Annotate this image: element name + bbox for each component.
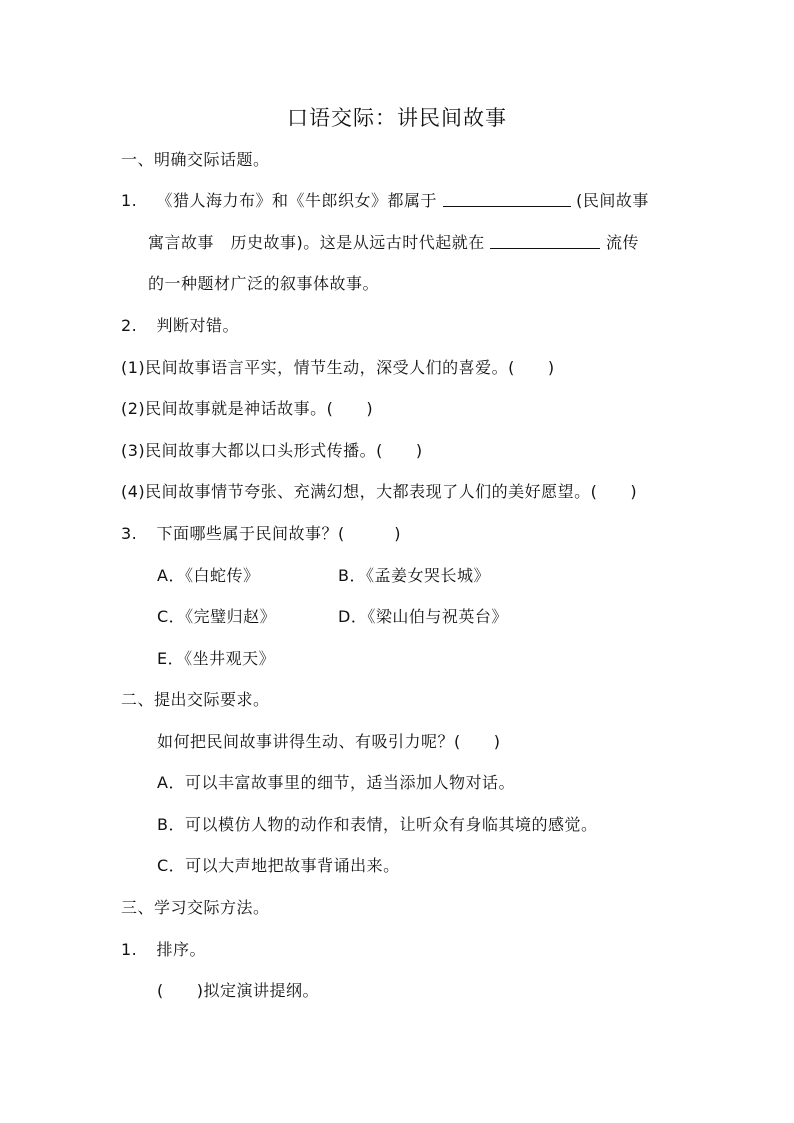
q1-line3: 的一种题材广泛的叙事体故事。 (148, 274, 380, 293)
q3-number: 3. (121, 524, 138, 543)
q1-text-b: (民间故事 (576, 191, 649, 210)
q3-text[interactable]: 下面哪些属于民间故事？( ) (156, 524, 401, 543)
q1-text-a: 《猎人海力布》和《牛郎织女》都属于 (156, 191, 437, 210)
q1-line2 (148, 232, 639, 254)
q2-item-1[interactable]: (1)民间故事语言平实，情节生动，深受人们的喜爱。( ) (121, 358, 555, 377)
q3-option-d[interactable]: D．《梁山伯与祝英台》 (338, 607, 508, 626)
q1-line1 (121, 190, 649, 212)
q2-item-2[interactable]: (2)民间故事就是神话故事。( ) (121, 399, 374, 418)
q2-number: 2. (121, 316, 138, 335)
s3-q1-text: 排序。 (156, 940, 206, 959)
q1-line2-a: 寓言故事 历史故事)。这是从远古时代起就在 (148, 233, 485, 252)
q3-option-a[interactable]: A．《白蛇传》 (157, 566, 260, 585)
q3-option-c[interactable]: C．《完璧归赵》 (157, 607, 277, 626)
q3-option-e[interactable]: E．《坐井观天》 (157, 649, 276, 668)
q2-item-4[interactable]: (4)民间故事情节夸张、充满幻想，大都表现了人们的美好愿望。( ) (121, 482, 638, 501)
section2-question[interactable]: 如何把民间故事讲得生动、有吸引力呢？( ) (157, 732, 501, 751)
s3-q1-number: 1. (121, 940, 138, 959)
q2-heading (121, 315, 239, 337)
s3-q1-heading (121, 939, 206, 961)
q1-answer-blank-2[interactable] (490, 232, 600, 249)
q1-number: 1. (121, 191, 138, 210)
q1-answer-blank-1[interactable] (443, 190, 571, 207)
section2-option-a[interactable]: A．可以丰富故事里的细节，适当添加人物对话。 (157, 773, 515, 792)
q2-text: 判断对错。 (156, 316, 239, 335)
s3-q1-item[interactable]: ( )拟定演讲提纲。 (157, 981, 319, 1000)
page-title: 口语交际：讲民间故事 (287, 106, 507, 130)
q3-option-b[interactable]: B．《孟姜女哭长城》 (338, 566, 490, 585)
section2-option-b[interactable]: B．可以模仿人物的动作和表情，让听众有身临其境的感觉。 (157, 815, 598, 834)
section3-heading: 三、学习交际方法。 (121, 898, 270, 917)
q3-heading (121, 523, 401, 545)
section2-option-c[interactable]: C．可以大声地把故事背诵出来。 (157, 856, 400, 875)
section1-heading: 一、明确交际话题。 (121, 150, 270, 169)
q1-line2-b: 流传 (605, 233, 639, 252)
q2-item-3[interactable]: (3)民间故事大都以口头形式传播。( ) (121, 441, 423, 460)
section2-heading: 二、提出交际要求。 (121, 690, 270, 709)
